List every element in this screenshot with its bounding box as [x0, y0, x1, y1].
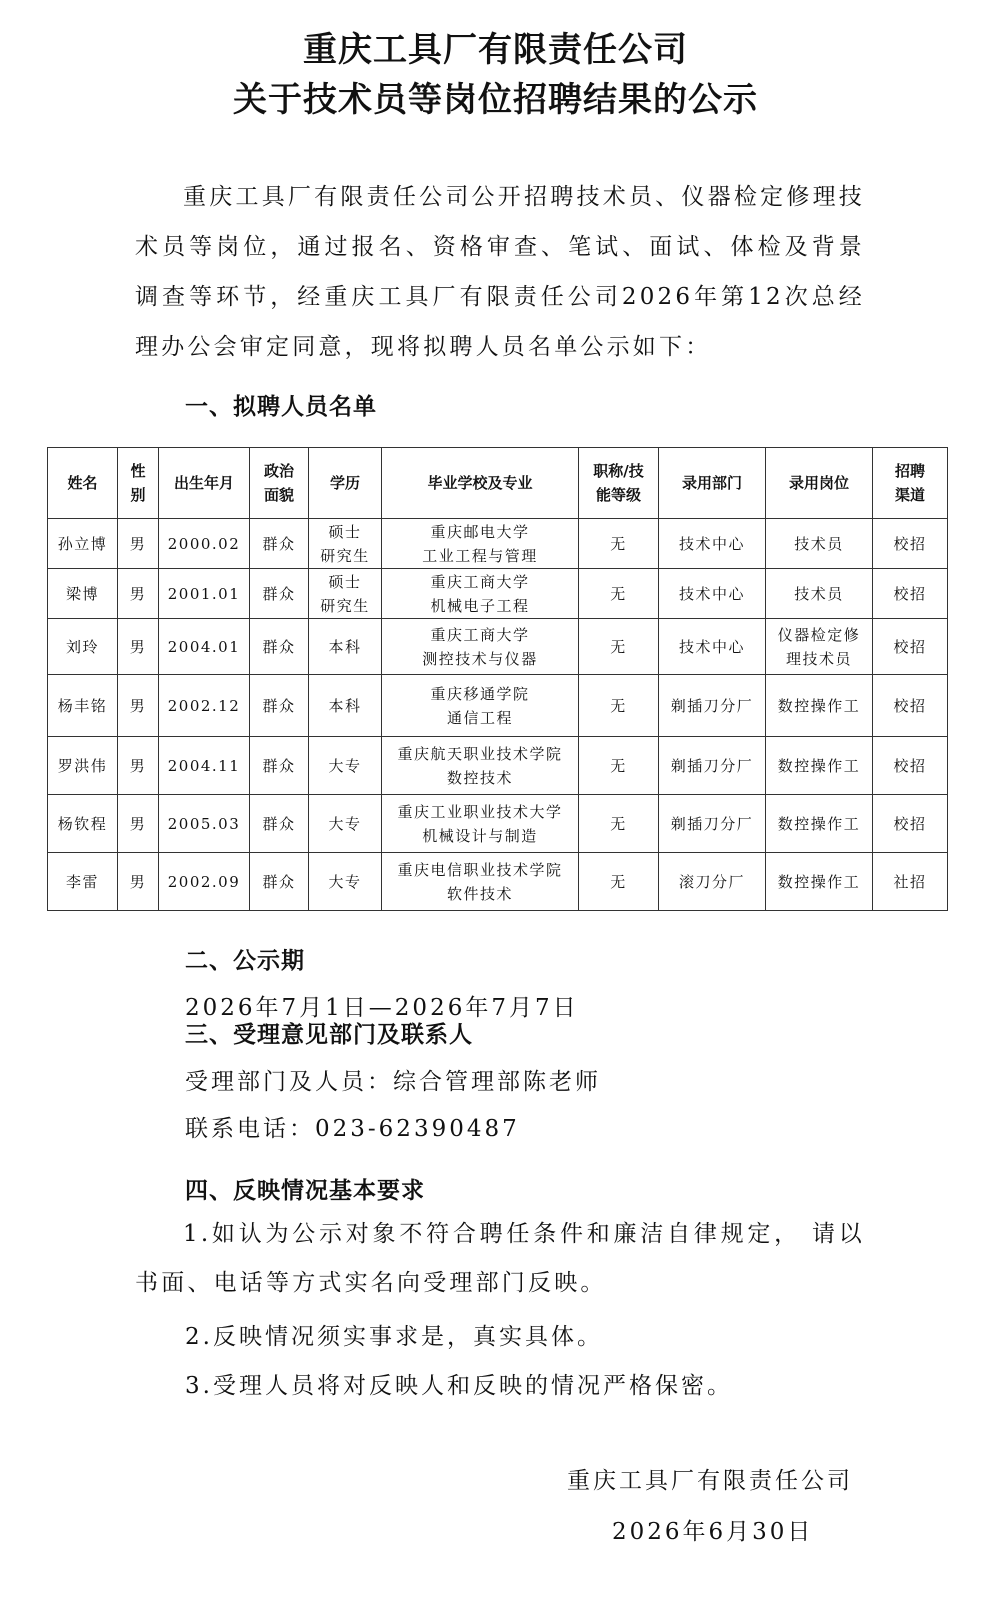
table-cell: 重庆工业职业技术大学 机械设计与制造	[382, 795, 579, 853]
table-cell: 2004.11	[159, 737, 250, 795]
table-cell: 数控操作工	[766, 853, 873, 911]
table-row	[48, 675, 948, 737]
table-cell: 数控操作工	[766, 737, 873, 795]
table-cell: 本科	[309, 675, 382, 737]
table-row	[48, 853, 948, 911]
table-cell: 2002.12	[159, 675, 250, 737]
table-cell: 男	[118, 853, 159, 911]
table-cell: 群众	[250, 519, 309, 569]
column-header: 招聘 渠道	[873, 448, 948, 519]
table-cell: 校招	[873, 619, 948, 675]
table-cell: 重庆工商大学 测控技术与仪器	[382, 619, 579, 675]
table-cell: 校招	[873, 795, 948, 853]
contact-phone: 联系电话：023-62390487	[185, 1116, 520, 1142]
column-header: 录用部门	[659, 448, 766, 519]
table-cell: 技术中心	[659, 519, 766, 569]
table-cell: 男	[118, 795, 159, 853]
column-header: 毕业学校及专业	[382, 448, 579, 519]
table-cell: 无	[579, 675, 659, 737]
section2-heading: 二、公示期	[185, 948, 305, 974]
table-cell: 大专	[309, 795, 382, 853]
column-header: 出生年月	[159, 448, 250, 519]
table-cell: 男	[118, 737, 159, 795]
table-cell: 大专	[309, 853, 382, 911]
table-cell: 社招	[873, 853, 948, 911]
announcement-period: 2026年7月1日—2026年7月7日	[185, 995, 579, 1021]
table-cell: 群众	[250, 853, 309, 911]
table-cell: 2002.09	[159, 853, 250, 911]
table-cell: 重庆工商大学 机械电子工程	[382, 569, 579, 619]
table-cell: 群众	[250, 619, 309, 675]
table-cell: 2005.03	[159, 795, 250, 853]
table-cell: 男	[118, 569, 159, 619]
table-cell: 重庆航天职业技术学院 数控技术	[382, 737, 579, 795]
table-cell: 2001.01	[159, 569, 250, 619]
column-header: 姓名	[48, 448, 118, 519]
document-title-line1: 重庆工具厂有限责任公司	[303, 30, 688, 70]
signature-company: 重庆工具厂有限责任公司	[567, 1468, 853, 1494]
table-cell: 重庆电信职业技术学院 软件技术	[382, 853, 579, 911]
table-cell: 数控操作工	[766, 795, 873, 853]
signature-date: 2026年6月30日	[612, 1519, 814, 1545]
column-header: 职称/技 能等级	[579, 448, 659, 519]
contact-department: 受理部门及人员：综合管理部陈老师	[185, 1069, 601, 1095]
table-row	[48, 795, 948, 853]
table-cell: 2000.02	[159, 519, 250, 569]
table-cell: 无	[579, 853, 659, 911]
table-cell: 无	[579, 795, 659, 853]
table-cell: 校招	[873, 519, 948, 569]
table-row	[48, 737, 948, 795]
table-cell: 剃插刀分厂	[659, 795, 766, 853]
table-cell: 硕士 研究生	[309, 569, 382, 619]
table-cell: 技术员	[766, 569, 873, 619]
table-cell: 无	[579, 569, 659, 619]
table-cell: 重庆移通学院 通信工程	[382, 675, 579, 737]
table-cell: 罗洪伟	[48, 737, 118, 795]
table-cell: 数控操作工	[766, 675, 873, 737]
requirement-item-3: 3.受理人员将对反映人和反映的情况严格保密。	[185, 1373, 733, 1399]
table-cell: 刘玲	[48, 619, 118, 675]
column-header: 性 别	[118, 448, 159, 519]
section1-heading: 一、拟聘人员名单	[185, 394, 377, 420]
requirement-item-2: 2.反映情况须实事求是，真实具体。	[185, 1324, 603, 1350]
table-cell: 仪器检定修 理技术员	[766, 619, 873, 675]
table-cell: 男	[118, 519, 159, 569]
table-cell: 群众	[250, 795, 309, 853]
table-cell: 无	[579, 619, 659, 675]
intro-paragraph: 重庆工具厂有限责任公司公开招聘技术员、仪器检定修理技术员等岗位，通过报名、资格审查、笔试、面试、体检及背景调查等环节，经重庆工具厂有限责任公司2026年第12次总经理办公会审定同意，现将拟聘人员名单公示如下：	[135, 184, 865, 360]
table-cell: 李雷	[48, 853, 118, 911]
table-cell: 男	[118, 675, 159, 737]
table-cell: 杨钦程	[48, 795, 118, 853]
table-cell: 剃插刀分厂	[659, 675, 766, 737]
table-cell: 孙立博	[48, 519, 118, 569]
table-cell: 梁博	[48, 569, 118, 619]
table-row	[48, 619, 948, 675]
table-cell: 大专	[309, 737, 382, 795]
table-cell: 重庆邮电大学 工业工程与管理	[382, 519, 579, 569]
table-cell: 无	[579, 737, 659, 795]
table-cell: 男	[118, 619, 159, 675]
table-cell: 剃插刀分厂	[659, 737, 766, 795]
table-cell: 群众	[250, 569, 309, 619]
column-header: 录用岗位	[766, 448, 873, 519]
section3-heading: 三、受理意见部门及联系人	[185, 1022, 473, 1048]
table-header-row	[48, 448, 948, 519]
table-cell: 技术员	[766, 519, 873, 569]
table-cell: 校招	[873, 737, 948, 795]
table-row	[48, 519, 948, 569]
table-cell: 杨丰铭	[48, 675, 118, 737]
table-cell: 技术中心	[659, 569, 766, 619]
table-cell: 硕士 研究生	[309, 519, 382, 569]
table-cell: 群众	[250, 737, 309, 795]
table-row	[48, 569, 948, 619]
table-cell: 无	[579, 519, 659, 569]
table-cell: 技术中心	[659, 619, 766, 675]
table-cell: 群众	[250, 675, 309, 737]
table-cell: 校招	[873, 569, 948, 619]
table-cell: 本科	[309, 619, 382, 675]
table-cell: 2004.01	[159, 619, 250, 675]
table-cell: 滚刀分厂	[659, 853, 766, 911]
candidate-table	[47, 447, 948, 911]
requirement-item-1: 1.如认为公示对象不符合聘任条件和廉洁自律规定， 请以书面、电话等方式实名向受理部门反映。	[135, 1221, 865, 1296]
section4-heading: 四、反映情况基本要求	[185, 1178, 425, 1204]
document-title-line2: 关于技术员等岗位招聘结果的公示	[233, 80, 758, 120]
column-header: 政治 面貌	[250, 448, 309, 519]
column-header: 学历	[309, 448, 382, 519]
table-cell: 校招	[873, 675, 948, 737]
